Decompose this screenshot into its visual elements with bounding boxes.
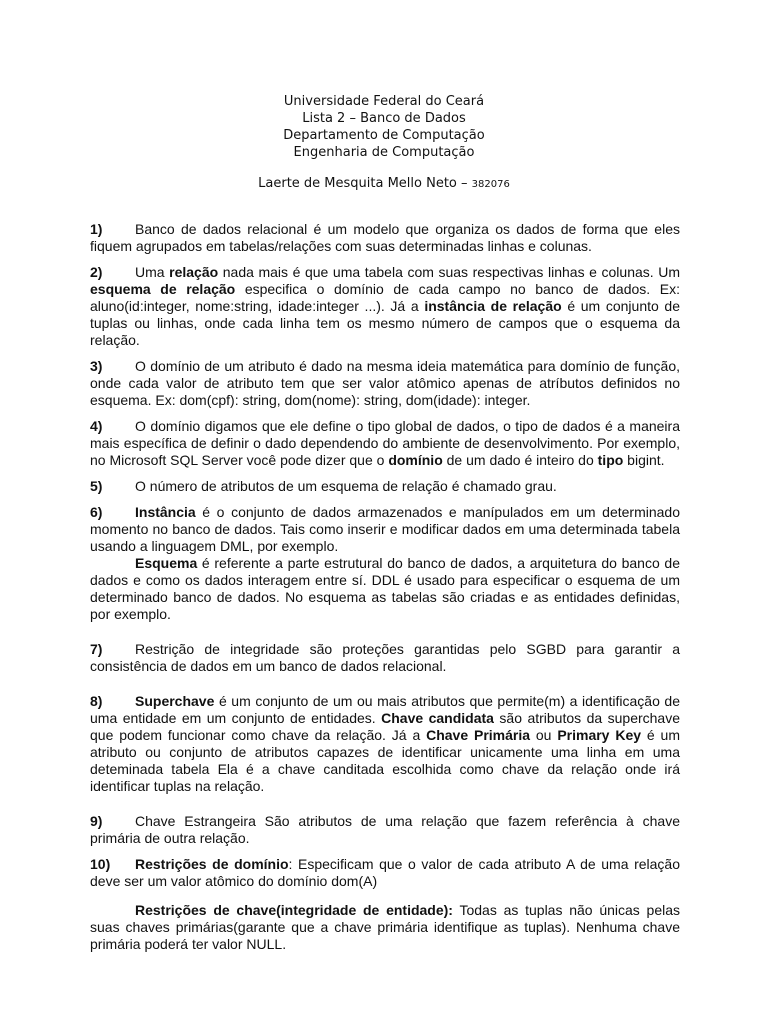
answer-text: é o conjunto de dados armazenados e manípulados em um determinado momento no banco de dados. Tais como inserir e modificar dados em uma determinada tabela usando a linguagem DML, por exemplo. [90, 504, 680, 554]
list-title: Lista 2 – Banco de Dados [302, 111, 466, 126]
answer-10 [90, 856, 680, 890]
document-header [0, 93, 768, 161]
term-instancia-de-relacao: instância de relação [424, 298, 562, 314]
term-chave-candidata: Chave candidata [381, 710, 494, 726]
term-superchave: Superchave [135, 693, 215, 709]
term-tipo: tipo [597, 452, 624, 468]
answer-text: Todas as tuplas não únicas pelas suas chaves primárias(garante que a chave primária identifique as tuplas). Nenhuma chave primária poderá ter valor NULL. [90, 902, 680, 952]
answer-text: especifica o domínio de cada campo no banco de dados. Ex: aluno(id:integer, nome:string, idade:integer ...). Já a [90, 281, 680, 314]
university-name: Universidade Federal do Ceará [283, 94, 485, 109]
answer-text: : Especificam que o valor de cada atributo A de uma relação deve ser um valor atômico do domínio dom(A) [90, 856, 680, 889]
term-restricoes-de-dominio: Restrições de domínio [135, 856, 289, 872]
answer-number: 5) [90, 478, 103, 494]
answer-text: Restrição de integridade são proteções garantidas pelo SGBD para garantir a consistência de dados em um banco de dados relacional. [90, 641, 680, 674]
answer-text: O número de atributos de um esquema de relação é chamado grau. [135, 478, 557, 494]
author-separator: – [456, 176, 472, 191]
answer-text: ou [530, 727, 558, 743]
term-relacao: relação [169, 264, 219, 280]
answer-7 [90, 641, 680, 675]
answer-6-schema [90, 555, 680, 623]
author-line [0, 175, 768, 193]
answer-3 [90, 358, 680, 409]
answer-text: Banco de dados relacional é um modelo que organiza os dados de forma que eles fiquem agrupados em tabelas/relações com suas determinadas linhas e colunas. [90, 221, 680, 254]
term-primary-key: Primary Key [557, 727, 642, 743]
answer-text: O domínio de um atributo é dado na mesma ideia matemática para domínio de função, onde cada valor de atributo tem que ser valor atômico apenas de atríbutos definidos no esquema. Ex: dom(cpf): string, dom(nome): string, dom(idade): integer. [90, 358, 680, 408]
term-instancia: Instância [135, 504, 196, 520]
answer-text: é referente a parte estrutural do banco de dados, a arquitetura do banco de dados e como os dados interagem entre sí. DDL é usado para especificar o esquema de um determinado banco de dados. No esquema as tabelas são criadas e as entidades definidas, por exemplo. [90, 555, 680, 622]
author-name: Laerte de Mesquita Mello Neto [258, 176, 457, 191]
answer-number: 2) [90, 264, 103, 280]
term-chave-primaria: Chave Primária [426, 727, 531, 743]
answer-text: é um conjunto de tuplas ou linhas, onde cada linha tem os mesmo número de campos que o esquema da relação. [90, 298, 681, 348]
answer-number: 1) [90, 221, 103, 237]
answer-number: 7) [90, 641, 103, 657]
term-restricoes-de-chave: Restrições de chave(integridade de entidade): [135, 902, 453, 918]
answer-8 [90, 693, 680, 795]
answers-body [90, 221, 680, 962]
answer-number: 8) [90, 693, 103, 709]
answer-number: 6) [90, 504, 103, 520]
answer-4 [90, 418, 680, 469]
answer-text: nada mais é que uma tabela com suas respectivas linhas e colunas. Um [218, 264, 680, 280]
answer-text: Uma [135, 264, 170, 280]
answer-number: 10) [90, 856, 111, 872]
answer-10-key [90, 902, 680, 953]
answer-9 [90, 813, 680, 847]
department-name: Departamento de Computação [283, 128, 485, 143]
term-esquema-de-relacao: esquema de relação [90, 281, 236, 297]
course-name: Engenharia de Computação [293, 145, 475, 160]
answer-text: O domínio digamos que ele define o tipo global de dados, o tipo de dados é a maneira mais específica de definir o dado dependendo do ambiente de desenvolvimento. Por exemplo, no Microsoft SQL Server você pode dizer que o [90, 418, 680, 468]
answer-text: de um dado é inteiro do [442, 452, 598, 468]
term-esquema: Esquema [135, 555, 198, 571]
answer-text: são atributos da superchave que podem funcionar como chave da relação. Já a [90, 710, 681, 743]
answer-1 [90, 221, 680, 255]
term-dominio: domínio [388, 452, 443, 468]
answer-5 [90, 478, 680, 495]
answer-text: é um atributo ou conjunto de atributos capazes de identificar unicamente uma linha em uma deteminada tabela Ela é a chave canditada escolhida como chave da relação onde irá identificar tuplas na relação. [90, 727, 680, 794]
student-id: 382076 [471, 179, 510, 190]
answer-text: Chave Estrangeira São atributos de uma relação que fazem referência à chave primária de outra relação. [90, 813, 680, 846]
answer-6 [90, 504, 680, 555]
answer-text: é um conjunto de um ou mais atributos que permite(m) a identificação de uma entidade em um conjunto de entidades. [90, 693, 680, 726]
answer-number: 4) [90, 418, 103, 434]
answer-2 [90, 264, 680, 349]
answer-text: bigint. [623, 452, 665, 468]
answer-number: 9) [90, 813, 103, 829]
answer-number: 3) [90, 358, 103, 374]
